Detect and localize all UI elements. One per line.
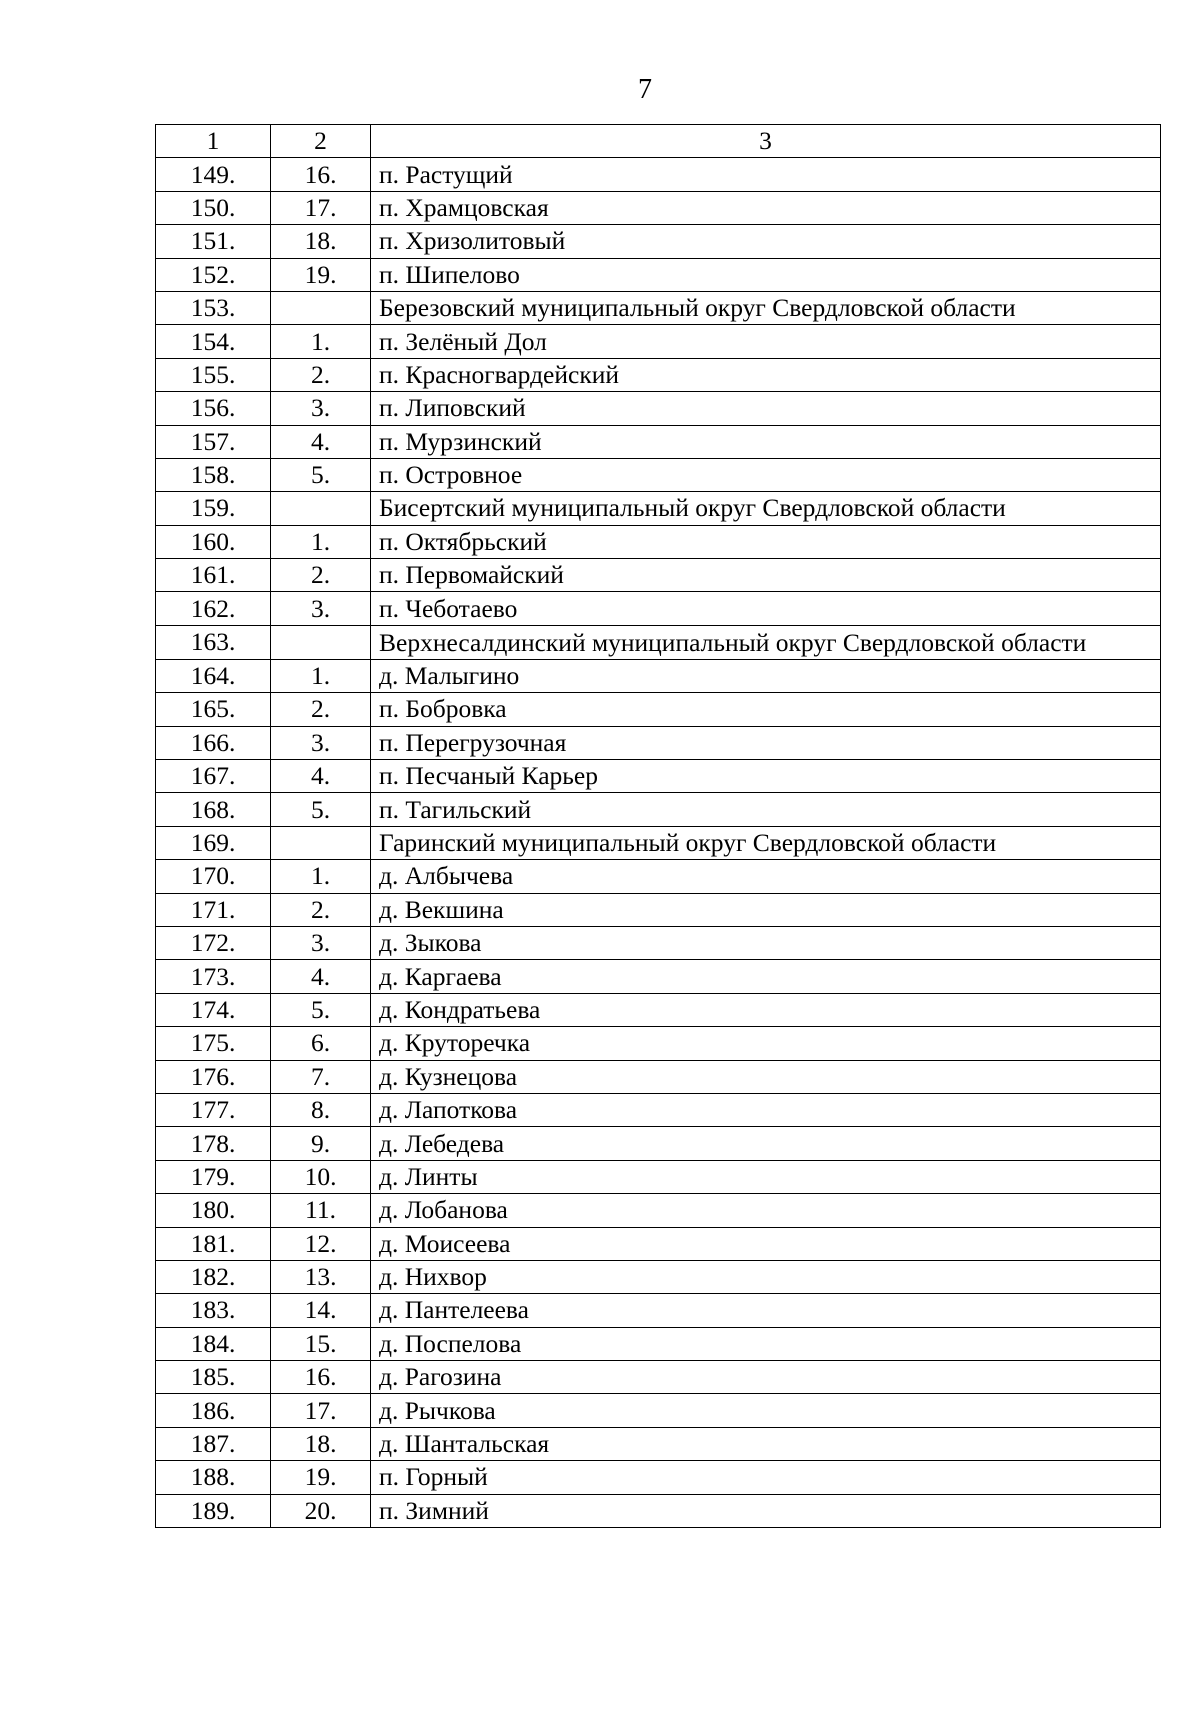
row-number-cell: 165. <box>156 693 271 726</box>
settlement-name-cell: Гаринский муниципальный округ Свердловской области <box>371 826 1161 859</box>
sub-number-cell: 5. <box>271 458 371 491</box>
row-number-cell: 176. <box>156 1060 271 1093</box>
table-row <box>156 1027 1161 1060</box>
table-row <box>156 893 1161 926</box>
settlement-name-cell: п. Храмцовская <box>371 191 1161 224</box>
settlement-name-cell: п. Октябрьский <box>371 525 1161 558</box>
row-number-cell: 187. <box>156 1427 271 1460</box>
sub-number-cell: 4. <box>271 425 371 458</box>
table-row <box>156 960 1161 993</box>
settlement-name-cell: п. Горный <box>371 1461 1161 1494</box>
row-number-cell: 181. <box>156 1227 271 1260</box>
sub-number-cell <box>271 492 371 525</box>
sub-number-cell: 9. <box>271 1127 371 1160</box>
settlement-name-cell: Бисертский муниципальный округ Свердловской области <box>371 492 1161 525</box>
settlement-name-cell: п. Мурзинский <box>371 425 1161 458</box>
row-number-cell: 160. <box>156 525 271 558</box>
sub-number-cell: 19. <box>271 1461 371 1494</box>
sub-number-cell: 3. <box>271 726 371 759</box>
sub-number-cell: 2. <box>271 358 371 391</box>
sub-number-cell: 2. <box>271 559 371 592</box>
table-row <box>156 325 1161 358</box>
settlement-name-cell: д. Рагозина <box>371 1361 1161 1394</box>
table-row <box>156 1461 1161 1494</box>
table-row <box>156 258 1161 291</box>
sub-number-cell: 17. <box>271 191 371 224</box>
table-row <box>156 191 1161 224</box>
settlement-name-cell: д. Кузнецова <box>371 1060 1161 1093</box>
row-number-cell: 164. <box>156 659 271 692</box>
sub-number-cell: 2. <box>271 893 371 926</box>
row-number-cell: 153. <box>156 291 271 324</box>
settlement-name-cell: п. Зелёный Дол <box>371 325 1161 358</box>
column-header-3: 3 <box>371 125 1161 158</box>
row-number-cell: 170. <box>156 860 271 893</box>
sub-number-cell: 17. <box>271 1394 371 1427</box>
sub-number-cell: 5. <box>271 793 371 826</box>
table-row <box>156 1227 1161 1260</box>
sub-number-cell: 12. <box>271 1227 371 1260</box>
settlement-name-cell: п. Красногвардейский <box>371 358 1161 391</box>
settlement-name-cell: п. Чеботаево <box>371 592 1161 625</box>
table-row <box>156 993 1161 1026</box>
table-row <box>156 760 1161 793</box>
settlement-name-cell: д. Лобанова <box>371 1194 1161 1227</box>
settlement-name-cell: д. Албычева <box>371 860 1161 893</box>
row-number-cell: 179. <box>156 1160 271 1193</box>
row-number-cell: 150. <box>156 191 271 224</box>
sub-number-cell <box>271 291 371 324</box>
row-number-cell: 188. <box>156 1461 271 1494</box>
table-row <box>156 358 1161 391</box>
table-header-row <box>156 125 1161 158</box>
row-number-cell: 157. <box>156 425 271 458</box>
district-header-row <box>156 291 1161 324</box>
row-number-cell: 166. <box>156 726 271 759</box>
settlement-name-cell: д. Лебедева <box>371 1127 1161 1160</box>
table-row <box>156 1394 1161 1427</box>
settlement-name-cell: д. Нихвор <box>371 1260 1161 1293</box>
sub-number-cell: 7. <box>271 1060 371 1093</box>
table-row <box>156 1194 1161 1227</box>
row-number-cell: 169. <box>156 826 271 859</box>
table-row <box>156 1060 1161 1093</box>
settlement-name-cell: п. Перегрузочная <box>371 726 1161 759</box>
table-row <box>156 458 1161 491</box>
row-number-cell: 174. <box>156 993 271 1026</box>
settlement-name-cell: д. Пантелеева <box>371 1294 1161 1327</box>
sub-number-cell: 20. <box>271 1494 371 1527</box>
row-number-cell: 185. <box>156 1361 271 1394</box>
row-number-cell: 149. <box>156 158 271 191</box>
table-row <box>156 425 1161 458</box>
column-header-1: 1 <box>156 125 271 158</box>
settlement-name-cell: д. Шантальская <box>371 1427 1161 1460</box>
row-number-cell: 175. <box>156 1027 271 1060</box>
table-row <box>156 726 1161 759</box>
table-row <box>156 1294 1161 1327</box>
sub-number-cell: 15. <box>271 1327 371 1360</box>
settlement-name-cell: п. Хризолитовый <box>371 225 1161 258</box>
settlement-name-cell: д. Поспелова <box>371 1327 1161 1360</box>
sub-number-cell: 1. <box>271 525 371 558</box>
sub-number-cell: 3. <box>271 392 371 425</box>
settlement-name-cell: д. Моисеева <box>371 1227 1161 1260</box>
row-number-cell: 183. <box>156 1294 271 1327</box>
row-number-cell: 163. <box>156 625 271 659</box>
settlement-name-cell: д. Круторечка <box>371 1027 1161 1060</box>
sub-number-cell: 4. <box>271 760 371 793</box>
table-row <box>156 693 1161 726</box>
settlement-name-cell: п. Шипелово <box>371 258 1161 291</box>
sub-number-cell: 6. <box>271 1027 371 1060</box>
sub-number-cell: 1. <box>271 659 371 692</box>
row-number-cell: 186. <box>156 1394 271 1427</box>
table-body <box>156 125 1161 1528</box>
sub-number-cell: 2. <box>271 693 371 726</box>
settlement-name-cell: д. Зыкова <box>371 926 1161 959</box>
row-number-cell: 171. <box>156 893 271 926</box>
table-row <box>156 1160 1161 1193</box>
sub-number-cell: 18. <box>271 225 371 258</box>
settlement-name-cell: д. Каргаева <box>371 960 1161 993</box>
settlement-name-cell: п. Липовский <box>371 392 1161 425</box>
sub-number-cell: 1. <box>271 325 371 358</box>
column-header-2: 2 <box>271 125 371 158</box>
sub-number-cell: 10. <box>271 1160 371 1193</box>
row-number-cell: 159. <box>156 492 271 525</box>
table-row <box>156 659 1161 692</box>
settlement-name-cell: Верхнесалдинский муниципальный округ Свердловской области <box>371 625 1161 659</box>
sub-number-cell: 4. <box>271 960 371 993</box>
sub-number-cell: 11. <box>271 1194 371 1227</box>
table-row <box>156 1260 1161 1293</box>
sub-number-cell: 13. <box>271 1260 371 1293</box>
table-row <box>156 793 1161 826</box>
table-row <box>156 860 1161 893</box>
page-number: 7 <box>638 74 652 105</box>
sub-number-cell <box>271 826 371 859</box>
row-number-cell: 158. <box>156 458 271 491</box>
sub-number-cell: 16. <box>271 158 371 191</box>
settlement-name-cell: д. Векшина <box>371 893 1161 926</box>
row-number-cell: 178. <box>156 1127 271 1160</box>
table-row <box>156 1427 1161 1460</box>
settlement-name-cell: д. Рычкова <box>371 1394 1161 1427</box>
settlement-name-cell: п. Первомайский <box>371 559 1161 592</box>
settlement-name-cell: д. Кондратьева <box>371 993 1161 1026</box>
settlements-table <box>155 124 1161 1528</box>
sub-number-cell: 8. <box>271 1093 371 1126</box>
row-number-cell: 182. <box>156 1260 271 1293</box>
table-row <box>156 525 1161 558</box>
table-row <box>156 158 1161 191</box>
district-header-row <box>156 625 1161 659</box>
row-number-cell: 173. <box>156 960 271 993</box>
row-number-cell: 168. <box>156 793 271 826</box>
table-row <box>156 225 1161 258</box>
row-number-cell: 189. <box>156 1494 271 1527</box>
sub-number-cell: 3. <box>271 926 371 959</box>
table-row <box>156 392 1161 425</box>
settlement-name-cell: Березовский муниципальный округ Свердловской области <box>371 291 1161 324</box>
row-number-cell: 151. <box>156 225 271 258</box>
settlement-name-cell: д. Линты <box>371 1160 1161 1193</box>
district-header-row <box>156 492 1161 525</box>
row-number-cell: 162. <box>156 592 271 625</box>
sub-number-cell: 19. <box>271 258 371 291</box>
sub-number-cell: 1. <box>271 860 371 893</box>
row-number-cell: 172. <box>156 926 271 959</box>
settlement-name-cell: п. Островное <box>371 458 1161 491</box>
table-row <box>156 1093 1161 1126</box>
row-number-cell: 161. <box>156 559 271 592</box>
row-number-cell: 177. <box>156 1093 271 1126</box>
settlement-name-cell: д. Лапоткова <box>371 1093 1161 1126</box>
table-row <box>156 1127 1161 1160</box>
settlement-name-cell: д. Малыгино <box>371 659 1161 692</box>
settlement-name-cell: п. Песчаный Карьер <box>371 760 1161 793</box>
row-number-cell: 180. <box>156 1194 271 1227</box>
sub-number-cell: 16. <box>271 1361 371 1394</box>
settlement-name-cell: п. Зимний <box>371 1494 1161 1527</box>
table-row <box>156 1327 1161 1360</box>
table-row <box>156 1494 1161 1527</box>
table-row <box>156 926 1161 959</box>
sub-number-cell: 5. <box>271 993 371 1026</box>
sub-number-cell: 18. <box>271 1427 371 1460</box>
table-row <box>156 559 1161 592</box>
table-row <box>156 592 1161 625</box>
row-number-cell: 184. <box>156 1327 271 1360</box>
sub-number-cell: 3. <box>271 592 371 625</box>
settlement-name-cell: п. Бобровка <box>371 693 1161 726</box>
row-number-cell: 167. <box>156 760 271 793</box>
settlement-name-cell: п. Растущий <box>371 158 1161 191</box>
row-number-cell: 154. <box>156 325 271 358</box>
row-number-cell: 152. <box>156 258 271 291</box>
row-number-cell: 155. <box>156 358 271 391</box>
sub-number-cell <box>271 625 371 659</box>
sub-number-cell: 14. <box>271 1294 371 1327</box>
district-header-row <box>156 826 1161 859</box>
row-number-cell: 156. <box>156 392 271 425</box>
settlement-name-cell: п. Тагильский <box>371 793 1161 826</box>
table-row <box>156 1361 1161 1394</box>
